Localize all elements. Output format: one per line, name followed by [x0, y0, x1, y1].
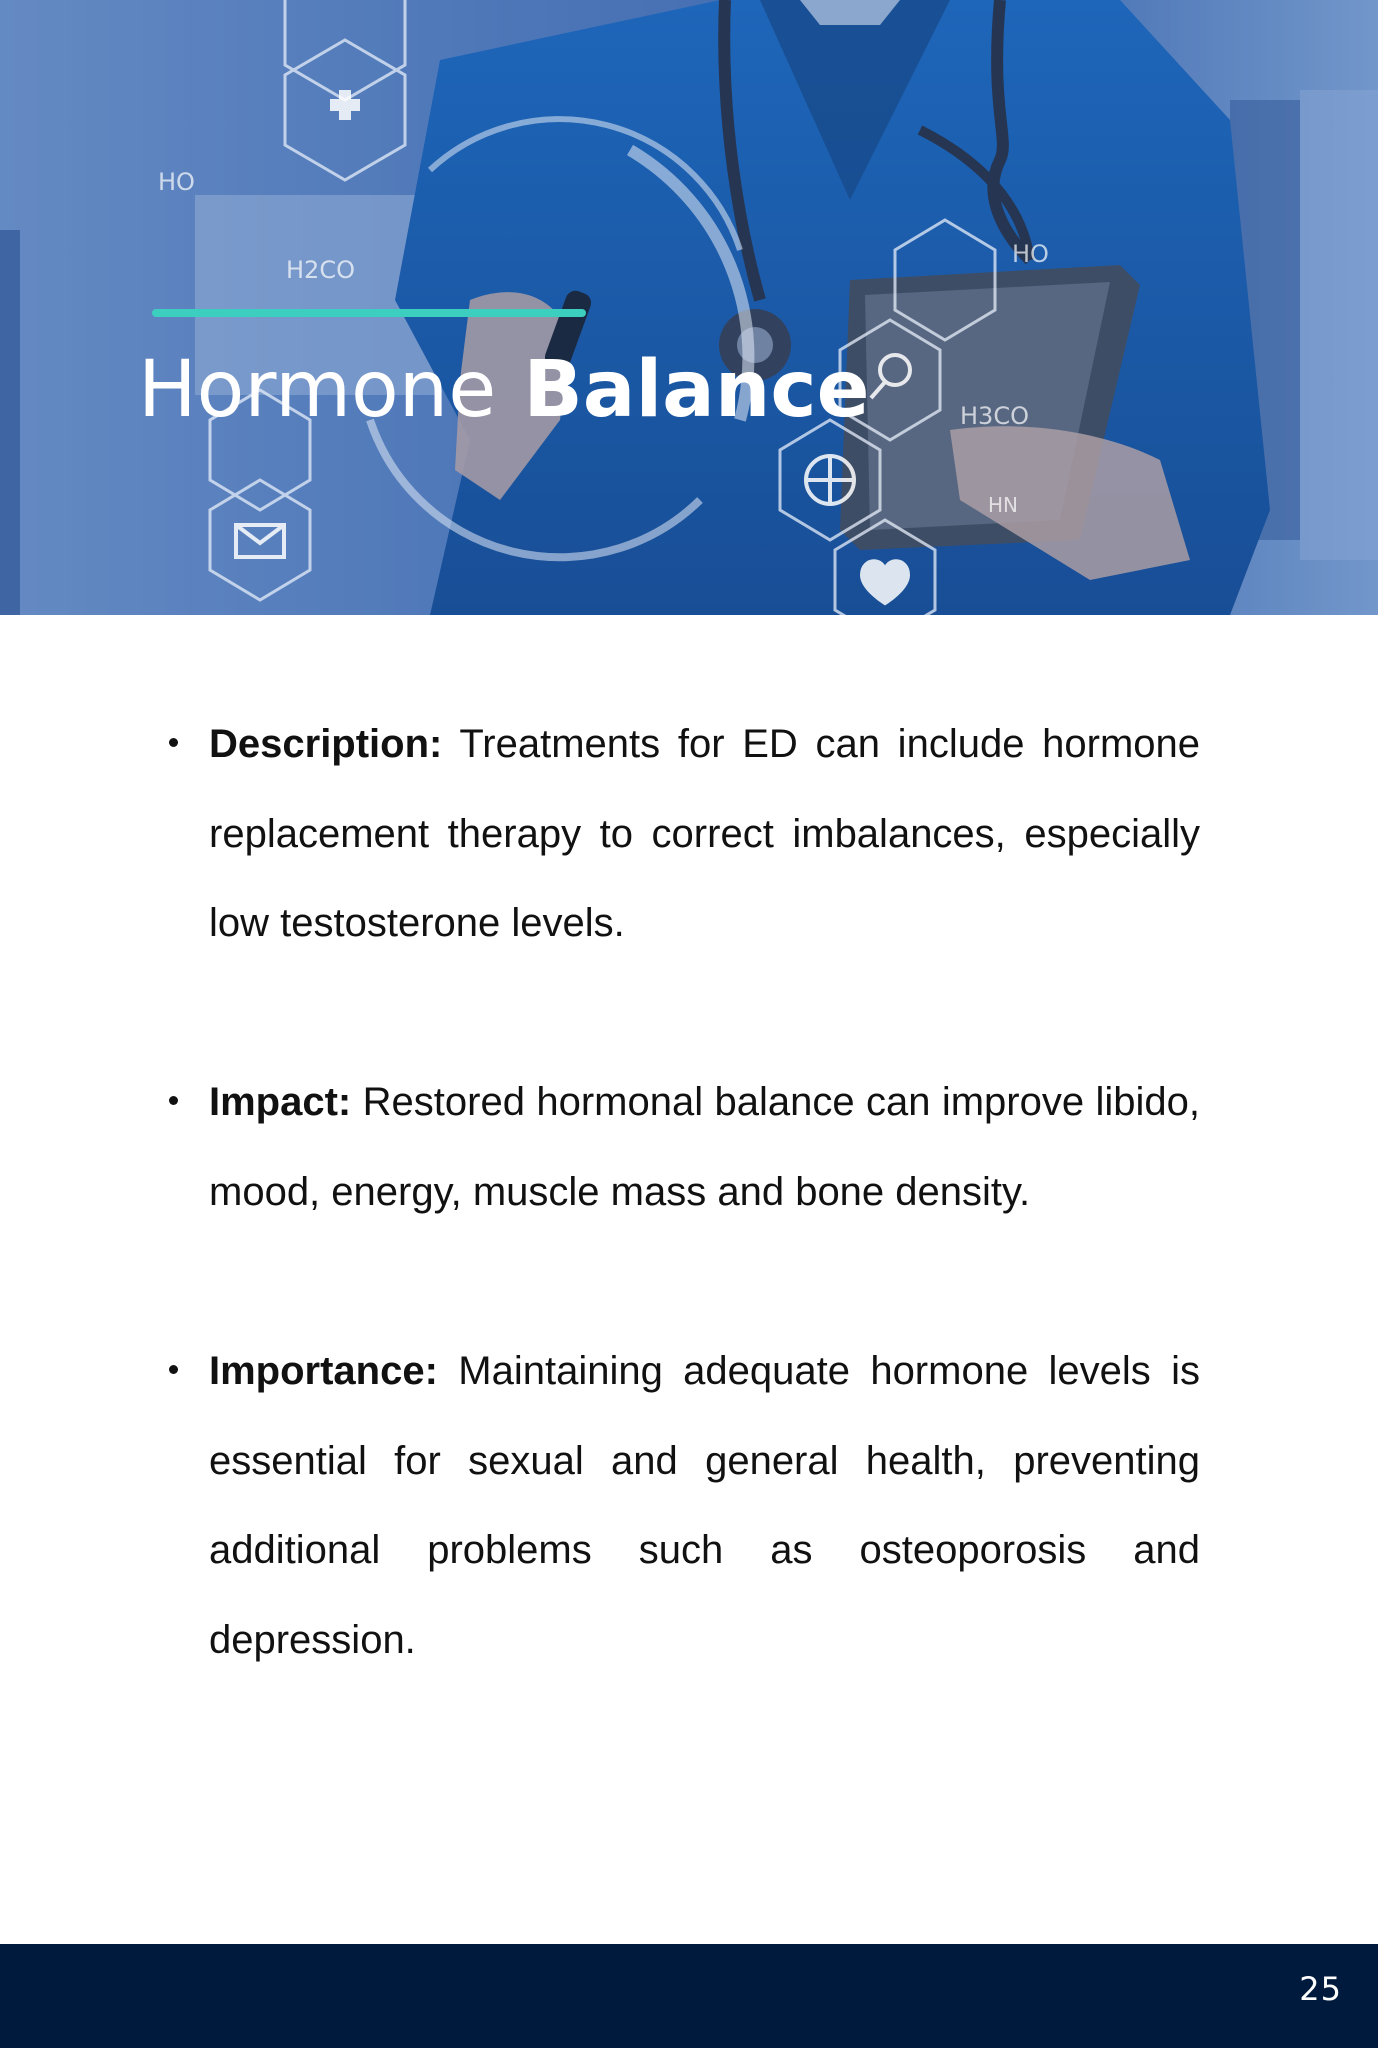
hero-label-ho-1: HO — [158, 168, 195, 196]
bullet-dot — [169, 1096, 178, 1105]
bullet-impact — [175, 1058, 1200, 1237]
title-accent-bar — [152, 309, 586, 317]
page-title — [138, 340, 869, 440]
bullet-term: Description: — [209, 722, 443, 766]
page-title-bold: Balance — [523, 345, 870, 435]
page-number: 25 — [1299, 1970, 1342, 2008]
hero-label-hn: HN — [988, 493, 1018, 517]
hero-label-ho-2: HO — [1012, 240, 1049, 268]
bullet-dot — [169, 738, 178, 747]
bullet-term: Importance: — [209, 1349, 438, 1393]
bullet-body: Treatments for ED can include hormone replacement therapy to correct imbalances, especially low testosterone levels. — [209, 722, 1201, 945]
bullet-dot — [169, 1365, 178, 1374]
bullet-description — [175, 700, 1200, 969]
bullet-importance — [175, 1327, 1200, 1685]
bullet-term: Impact: — [209, 1080, 352, 1124]
hero-photo-illustration — [0, 0, 1378, 615]
hero-label-h3co: H3CO — [960, 402, 1029, 430]
page-title-light: Hormone — [138, 345, 497, 435]
bullet-body: Restored hormonal balance can improve libido, mood, energy, muscle mass and bone density. — [209, 1080, 1200, 1214]
bullet-body: Maintaining adequate hormone levels is essential for sexual and general health, preventing additional problems such as osteoporosis and depression. — [209, 1349, 1200, 1662]
hero-banner — [0, 0, 1378, 615]
footer-bar — [0, 1944, 1378, 2048]
hero-label-h2co: H2CO — [286, 256, 355, 284]
